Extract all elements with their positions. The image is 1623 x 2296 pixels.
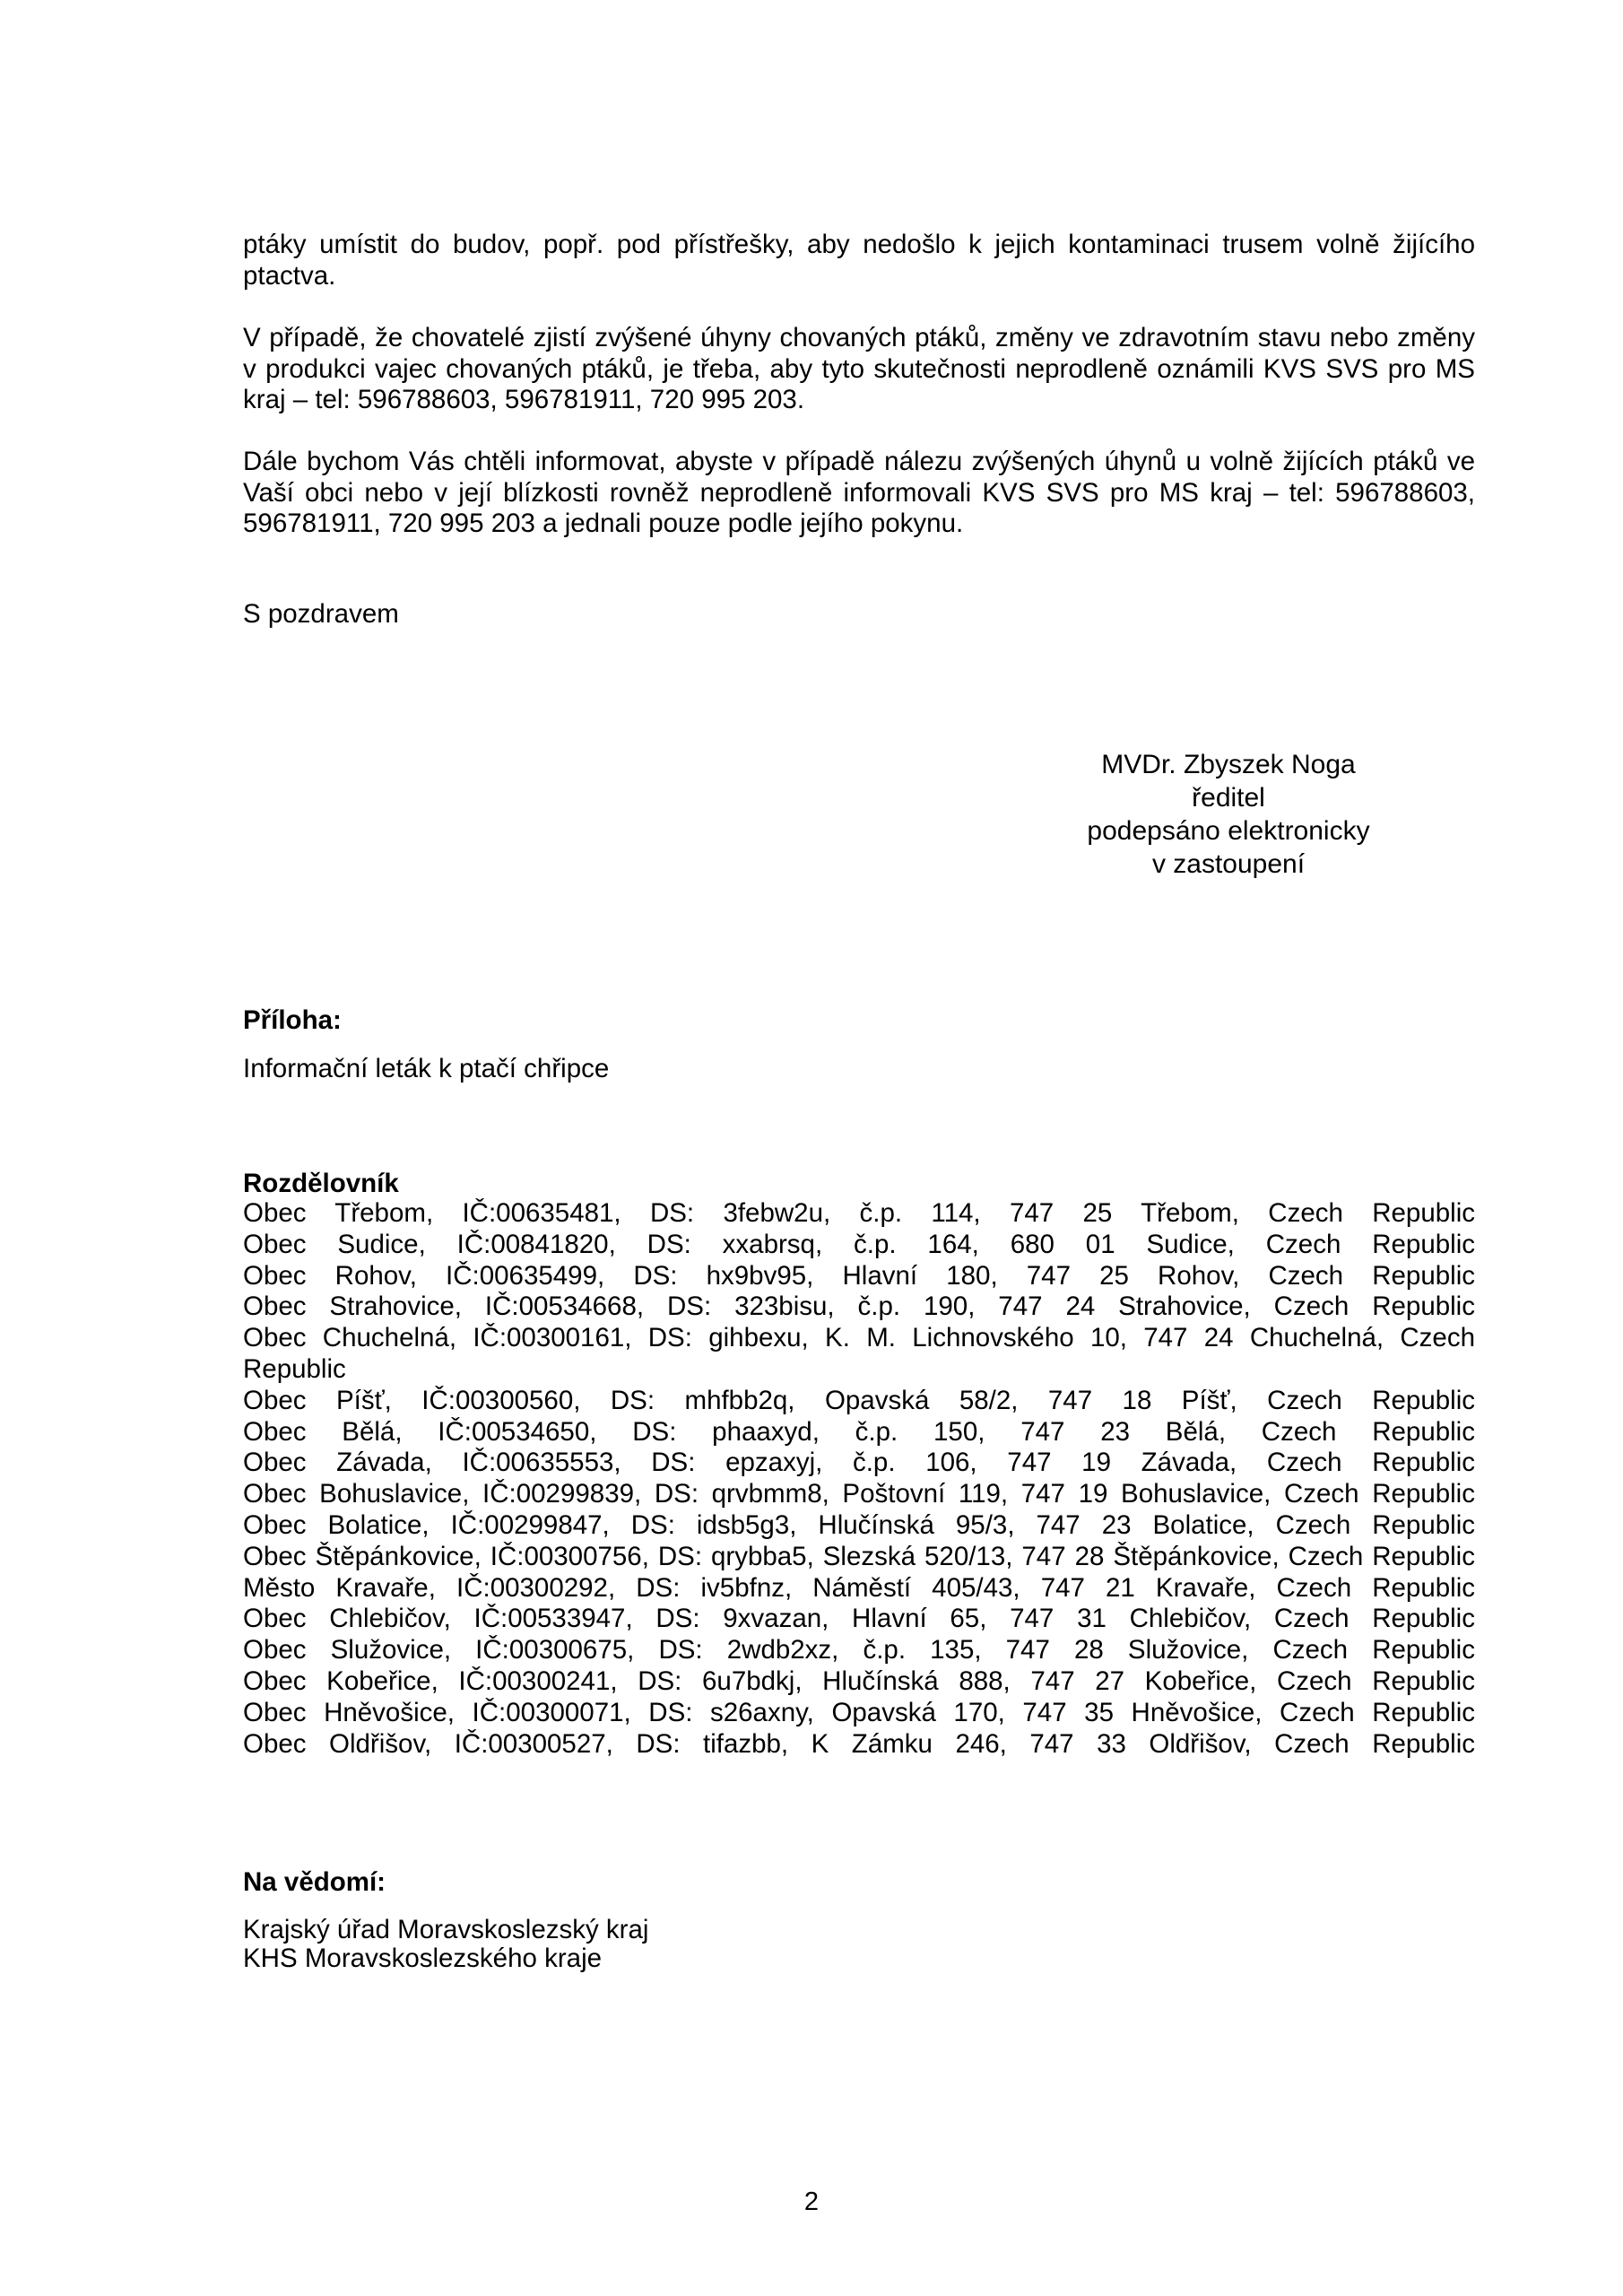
paragraph-report-breeders: V případě, že chovatelé zjistí zvýšené úhyny chovaných ptáků, změny ve zdravotním stavu nebo změny v produkci vajec chovaných ptáků, je třeba, aby tyto skutečnosti neprodleně oznámili KVS SVS pro MS kraj – tel: 596788603, 596781911, 720 995 203. [243, 323, 1475, 414]
distribution-entry: Obec Oldřišov, IČ:00300527, DS: tifazbb, K Zámku 246, 747 33 Oldřišov, Czech Republic [243, 1728, 1475, 1759]
distribution-entry: Obec Chuchelná, IČ:00300161, DS: gihbexu, K. M. Lichnovského 10, 747 24 Chuchelná, Czech Republic [243, 1323, 1475, 1384]
signatory-name: MVDr. Zbyszek Noga [1101, 750, 1356, 779]
distribution-entry: Obec Rohov, IČ:00635499, DS: hx9bv95, Hlavní 180, 747 25 Rohov, Czech Republic [243, 1260, 1475, 1291]
distribution-entry: Obec Třebom, IČ:00635481, DS: 3febw2u, č.p. 114, 747 25 Třebom, Czech Republic [243, 1198, 1475, 1228]
signature-note: podepsáno elektronicky [1087, 816, 1370, 846]
attachment-heading: Příloha: [243, 1005, 342, 1035]
signature-block [986, 748, 1471, 881]
distribution-entry: Obec Služovice, IČ:00300675, DS: 2wdb2xz, č.p. 135, 747 28 Služovice, Czech Republic [243, 1635, 1475, 1665]
signature-on-behalf: v zastoupení [1151, 849, 1306, 879]
signatory-title: ředitel [1192, 783, 1265, 813]
distribution-entry: Obec Píšť, IČ:00300560, DS: mhfbb2q, Opavská 58/2, 747 18 Píšť, Czech Republic [243, 1385, 1475, 1415]
page-number: 2 [803, 2187, 820, 2216]
cc-recipient: KHS Moravskoslezského kraje [243, 1944, 603, 1973]
distribution-entry: Obec Sudice, IČ:00841820, DS: xxabrsq, č.p. 164, 680 01 Sudice, Czech Republic [243, 1229, 1475, 1259]
cc-recipient: Krajský úřad Moravskoslezský kraj [243, 1915, 649, 1944]
distribution-heading: Rozdělovník [243, 1169, 399, 1198]
distribution-entry: Obec Bělá, IČ:00534650, DS: phaaxyd, č.p. 150, 747 23 Bělá, Czech Republic [243, 1416, 1475, 1447]
cc-list [243, 1916, 1475, 1973]
distribution-entry: Město Kravaře, IČ:00300292, DS: iv5bfnz, Náměstí 405/43, 747 21 Kravaře, Czech Republic [243, 1572, 1475, 1603]
distribution-entry: Obec Závada, IČ:00635553, DS: epzaxyj, č.p. 106, 747 19 Závada, Czech Republic [243, 1448, 1475, 1478]
paragraph-bird-housing: ptáky umístit do budov, popř. pod přístřešky, aby nedošlo k jejich kontaminaci trusem volně žijícího ptactva. [243, 230, 1475, 291]
attachment-item: Informační leták k ptačí chřipce [243, 1054, 610, 1083]
distribution-entry: Obec Bohuslavice, IČ:00299839, DS: qrvbmm8, Poštovní 119, 747 19 Bohuslavice, Czech Republic [243, 1479, 1475, 1509]
cc-heading: Na vědomí: [243, 1867, 386, 1897]
distribution-entry: Obec Chlebičov, IČ:00533947, DS: 9xvazan, Hlavní 65, 747 31 Chlebičov, Czech Republic [243, 1604, 1475, 1634]
distribution-entry: Obec Kobeřice, IČ:00300241, DS: 6u7bdkj, Hlučínská 888, 747 27 Kobeřice, Czech Republic [243, 1665, 1475, 1696]
distribution-entry: Obec Bolatice, IČ:00299847, DS: idsb5g3, Hlučínská 95/3, 747 23 Bolatice, Czech Republic [243, 1509, 1475, 1540]
distribution-entry: Obec Hněvošice, IČ:00300071, DS: s26axny, Opavská 170, 747 35 Hněvošice, Czech Republic [243, 1697, 1475, 1727]
distribution-entry: Obec Strahovice, IČ:00534668, DS: 323bisu, č.p. 190, 747 24 Strahovice, Czech Republic [243, 1292, 1475, 1322]
paragraph-report-wild-birds: Dále bychom Vás chtěli informovat, abyste v případě nálezu zvýšených úhynů u volně žijících ptáků ve Vaší obci nebo v její blízkosti rovněž neprodleně informovali KVS SVS pro MS kraj – tel: 596788603, 596781911, 720 995 203 a jednali pouze podle jejího pokynu. [243, 447, 1475, 538]
distribution-entry: Obec Štěpánkovice, IČ:00300756, DS: qrybba5, Slezská 520/13, 747 28 Štěpánkovice, Czech Republic [243, 1541, 1475, 1571]
closing-greeting: S pozdravem [243, 599, 399, 629]
distribution-list [243, 1170, 1475, 1760]
